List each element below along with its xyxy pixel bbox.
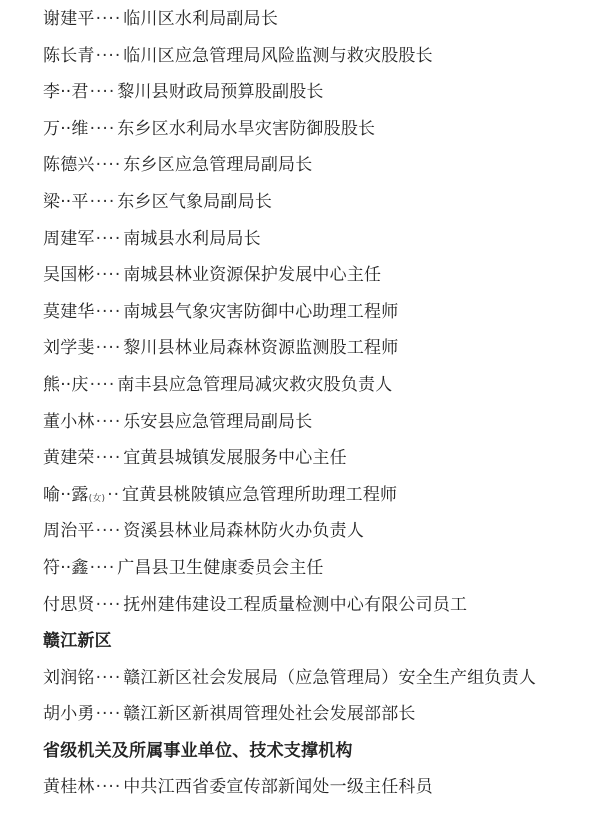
person-name: 万··维 <box>43 118 89 139</box>
person-entry <box>0 769 600 806</box>
person-name: 胡小勇 <box>43 704 95 725</box>
person-position: 赣江新区新祺周管理处社会发展部部长 <box>123 704 416 725</box>
person-position: 南城县气象灾害防御中心助理工程师 <box>123 301 399 322</box>
person-name: 吴国彬 <box>43 265 95 286</box>
person-name: 喻··露 <box>43 484 89 505</box>
person-entry <box>0 367 600 404</box>
person-name: 梁··平 <box>43 191 89 212</box>
person-name: 周治平 <box>43 521 95 542</box>
person-name: 黄建荣 <box>43 448 95 469</box>
person-position: 乐安县应急管理局副局长 <box>123 411 313 432</box>
person-position: 东乡区气象局副局长 <box>117 191 273 212</box>
leader-dots: ···· <box>95 338 122 359</box>
leader-dots: ···· <box>95 777 122 798</box>
leader-dots: ···· <box>95 301 122 322</box>
person-entry <box>0 660 600 697</box>
personnel-list-ganjiang <box>0 660 600 733</box>
person-entry <box>0 550 600 587</box>
leader-dots: ···· <box>95 228 122 249</box>
person-position: 临川区应急管理局风险监测与救灾股股长 <box>123 45 433 66</box>
person-name: 付思贤 <box>43 594 95 615</box>
person-name: 李··君 <box>43 82 89 103</box>
leader-dots: ···· <box>95 594 122 615</box>
person-position: 黎川县林业局森林资源监测股工程师 <box>123 338 399 359</box>
leader-dots: ···· <box>89 557 116 578</box>
person-position: 东乡区水利局水旱灾害防御股股长 <box>117 118 376 139</box>
section-heading-ganjiang: 赣江新区 <box>43 631 112 652</box>
leader-dots: ·· <box>107 484 121 505</box>
person-position: 资溪县林业局森林防火办负责人 <box>123 521 365 542</box>
person-entry <box>0 513 600 550</box>
person-entry <box>0 147 600 184</box>
person-position: 南城县水利局局长 <box>123 228 261 249</box>
person-entry <box>0 587 600 624</box>
person-position: 南城县林业资源保护发展中心主任 <box>123 265 382 286</box>
section-heading-provincial: 省级机关及所属事业单位、技术支撑机构 <box>43 740 353 761</box>
person-position: 中共江西省委宣传部新闻处一级主任科员 <box>123 777 433 798</box>
person-entry <box>0 74 600 111</box>
leader-dots: ···· <box>95 411 122 432</box>
person-position: 宜黄县城镇发展服务中心主任 <box>123 448 347 469</box>
leader-dots: ···· <box>89 374 116 395</box>
person-name: 周建军 <box>43 228 95 249</box>
leader-dots: ···· <box>89 118 116 139</box>
person-name: 陈长青 <box>43 45 95 66</box>
person-entry <box>0 404 600 441</box>
person-entry <box>0 294 600 331</box>
leader-dots: ···· <box>95 667 122 688</box>
person-entry <box>0 1 600 38</box>
person-entry <box>0 440 600 477</box>
person-name: 陈德兴 <box>43 155 95 176</box>
leader-dots: ···· <box>95 448 122 469</box>
leader-dots: ···· <box>95 265 122 286</box>
person-entry <box>0 330 600 367</box>
leader-dots: ···· <box>95 704 122 725</box>
person-position: 宜黄县桃陂镇应急管理所助理工程师 <box>122 484 398 505</box>
person-entry <box>0 38 600 75</box>
person-name: 谢建平 <box>43 9 95 29</box>
person-name: 符··鑫 <box>43 557 89 578</box>
leader-dots: ···· <box>89 191 116 212</box>
person-entry <box>0 184 600 221</box>
personnel-list-fuzhou <box>0 1 600 623</box>
person-entry <box>0 696 600 733</box>
person-name: 刘学斐 <box>43 338 95 359</box>
leader-dots: ···· <box>95 155 122 176</box>
person-name: 董小林 <box>43 411 95 432</box>
gender-note: (女) <box>88 493 106 504</box>
person-name: 刘润铭 <box>43 667 95 688</box>
person-name: 黄桂林 <box>43 777 95 798</box>
person-position: 东乡区应急管理局副局长 <box>123 155 313 176</box>
leader-dots: ···· <box>95 45 122 66</box>
personnel-list-provincial <box>0 769 600 806</box>
person-position: 黎川县财政局预算股副股长 <box>117 82 324 103</box>
person-position: 广昌县卫生健康委员会主任 <box>117 557 324 578</box>
person-position: 赣江新区社会发展局（应急管理局）安全生产组负责人 <box>123 667 537 688</box>
person-entry <box>0 221 600 258</box>
person-position: 南丰县应急管理局减灾救灾股负责人 <box>117 374 393 395</box>
person-position: 临川区水利局副局长 <box>123 9 279 29</box>
person-entry <box>0 111 600 148</box>
leader-dots: ···· <box>95 9 122 29</box>
person-name: 熊··庆 <box>43 374 89 395</box>
person-position: 抚州建伟建设工程质量检测中心有限公司员工 <box>123 594 468 615</box>
leader-dots: ···· <box>95 521 122 542</box>
person-entry <box>0 477 600 514</box>
person-entry <box>0 257 600 294</box>
leader-dots: ···· <box>89 82 116 103</box>
person-name: 莫建华 <box>43 301 95 322</box>
